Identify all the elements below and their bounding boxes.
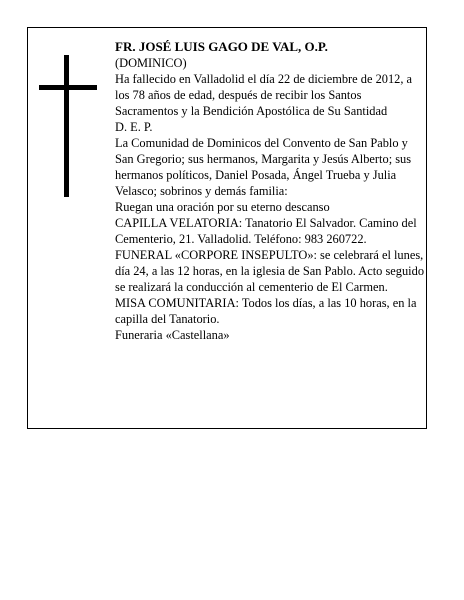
- religious-order: (DOMINICO): [115, 56, 187, 70]
- obituary-notice: [27, 27, 427, 429]
- rip-line: D. E. P.: [115, 120, 153, 134]
- death-announcement: Ha fallecido en Valladolid el día 22 de diciembre de 2012, a los 78 años de edad, después de recibir los Santos Sacramentos y la Bendición Apostólica de Su Santidad: [115, 72, 413, 118]
- mass-info: MISA COMUNITARIA: Todos los días, a las 10 horas, en la capilla del Tanatorio.: [115, 296, 417, 326]
- family-list: La Comunidad de Dominicos del Convento de San Pablo y San Gregorio; sus hermanos, Margarita y Jesús Alberto; sus hermanos políticos, Daniel Posada, Ángel Trueba y Julia Velasco; sobrinos y demás familia:: [115, 136, 412, 198]
- funeral-info: FUNERAL «CORPORE INSEPULTO»: se celebrará el lunes, día 24, a las 12 horas, en la iglesia de San Pablo. Acto seguido se realizará la conducción al cementerio de El Carmen.: [115, 248, 425, 294]
- deceased-name: FR. JOSÉ LUIS GAGO DE VAL, O.P.: [115, 39, 328, 54]
- funeral-home: Funeraria «Castellana»: [115, 328, 230, 342]
- obituary-text: [115, 39, 424, 343]
- chapel-info: CAPILLA VELATORIA: Tanatorio El Salvador. Camino del Cementerio, 21. Valladolid. Teléfono: 983 260722.: [115, 216, 417, 246]
- prayer-request: Ruegan una oración por su eterno descanso: [115, 200, 330, 214]
- latin-cross-icon: [39, 55, 97, 197]
